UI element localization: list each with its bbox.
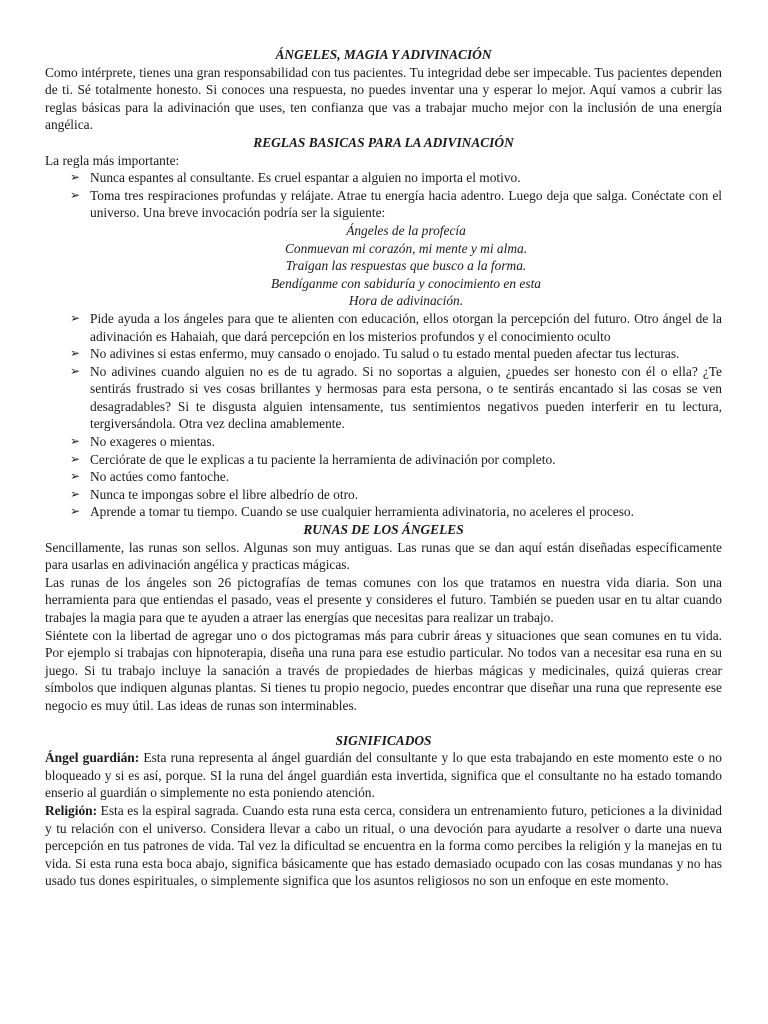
list-item bbox=[45, 363, 722, 433]
arrow-bullet-icon: ➢ bbox=[70, 486, 81, 501]
meaning-entry bbox=[45, 749, 722, 802]
section-spacer bbox=[45, 715, 722, 732]
list-item-text: Nunca espantes al consultante. Es cruel espantar a alguien no importa el motivo. bbox=[90, 170, 521, 186]
verse-line: Conmuevan mi corazón, mi mente y mi alma. bbox=[284, 240, 528, 256]
arrow-bullet-icon: ➢ bbox=[70, 451, 81, 466]
list-item bbox=[45, 451, 722, 469]
arrow-bullet-icon: ➢ bbox=[70, 346, 81, 361]
rules-list-a bbox=[45, 169, 722, 222]
verse-line: Bendíganme con sabiduría y conocimiento en esta bbox=[271, 275, 541, 291]
list-item bbox=[45, 468, 722, 486]
intro-paragraph: Como intérprete, tienes una gran responsabilidad con tus pacientes. Tu integridad debe ser impecable. Tus pacientes dependen de ti. Sé totalmente honesto. Si conoces una respuesta, no puedes inventar una y esperar lo mejor. Aquí vamos a cubrir las reglas básicas para la adivinación que uses, ten confianza que vas a trabajar mucho mejor con la inclusión de una energía angélica. bbox=[45, 64, 722, 133]
runes-paragraph: Siéntete con la libertad de agregar uno o dos pictogramas más para cubrir áreas y situaciones que sean comunes en tu vida. Por ejemplo si trabajas con hipnoterapia, diseña una runa para ese estudio particular. No todos van a necesitar esa runa en su juego. Si tu trabajo incluye la sanación a través de propiedades de hierbas mágicas y medicinales, quizá quieras crear símbolos que indiquen algunas plantas. Si tienes tu propio negocio, puedes encontrar que diseñar una runa que represente ese negocio es muy útil. Las ideas de runas son interminables. bbox=[45, 627, 722, 713]
list-item bbox=[45, 169, 722, 187]
list-item bbox=[45, 345, 722, 363]
list-item-text: No adivines si estas enfermo, muy cansado o enojado. Tu salud o tu estado mental pueden afectar tus lecturas. bbox=[90, 346, 680, 362]
list-item bbox=[45, 310, 722, 345]
rules-list-b bbox=[45, 310, 722, 521]
verse-line: Hora de adivinación. bbox=[348, 293, 464, 309]
meaning-term: Ángel guardián: bbox=[45, 750, 140, 766]
arrow-bullet-icon: ➢ bbox=[70, 310, 81, 325]
verse-line: Traigan las respuestas que busco a la forma. bbox=[285, 258, 527, 274]
list-item bbox=[45, 503, 722, 521]
runes-paragraph: Las runas de los ángeles son 26 pictografías de temas comunes con los que tratamos en nuestra vida diaria. Son una herramienta para que entiendas el pasado, veas el presente y consideres el futuro. También se pueden usar en tu altar cuando trabajes la magia para que te ayuden a atraer las energías que necesitas para realizar un trabajo. bbox=[45, 574, 722, 625]
arrow-bullet-icon: ➢ bbox=[70, 363, 81, 378]
list-item-text: Toma tres respiraciones profundas y relájate. Atrae tu energía hacia adentro. Luego deja que salga. Conéctate con el universo. Una breve invocación podría ser la siguiente: bbox=[90, 187, 722, 221]
meaning-text: Esta es la espiral sagrada. Cuando esta runa esta cerca, considera un entrenamiento futuro, peticiones a la divinidad y tu relación con el universo. Considera llevar a cabo un ritual, o una devoción para ayudarte a resolver o darte una nueva percepción en tus patrones de vida. Tal vez la dificultad se encuentra en la forma como percibes la religión y la manejas en tu vida. Si esta runa esta boca abajo, significa básicamente que has estado demasiado ocupado con las cosas mundanas y no has usado tus dones espirituales, o simplemente significa que los asuntos religiosos no son un enfoque en este momento. bbox=[45, 802, 722, 889]
list-item-text: No actúes como fantoche. bbox=[90, 469, 230, 485]
verse-line: Ángeles de la profecía bbox=[346, 222, 466, 238]
list-item-text: No adivines cuando alguien no es de tu agrado. Si no soportas a alguien, ¿puedes ser honesto con él o ella? ¿Te sentirás frustrado si ves cosas brillantes y hermosas para esta persona, o te sentirás encantado si las cosas se ven desagradables? Si te disgusta alguien intensamente, tus sentimientos negativos pueden interferir en tu lectura, tergiversándola. Otra vez declina amablemente. bbox=[90, 363, 722, 432]
meaning-term: Religión: bbox=[45, 802, 98, 818]
rule-intro: La regla más importante: bbox=[45, 152, 180, 168]
list-item-text: Cerciórate de que le explicas a tu paciente la herramienta de adivinación por completo. bbox=[90, 451, 556, 467]
invocation-verse bbox=[45, 222, 722, 310]
list-item-text: Nunca te impongas sobre el libre albedrío de otro. bbox=[90, 486, 359, 502]
list-item-text: No exageres o mientas. bbox=[90, 434, 215, 450]
runes-heading: RUNAS DE LOS ÁNGELES bbox=[303, 522, 464, 538]
arrow-bullet-icon: ➢ bbox=[70, 469, 81, 484]
arrow-bullet-icon: ➢ bbox=[70, 504, 81, 519]
list-item bbox=[45, 486, 722, 504]
rules-heading: REGLAS BASICAS PARA LA ADIVINACIÓN bbox=[253, 134, 514, 150]
main-title: ÁNGELES, MAGIA Y ADIVINACIÓN bbox=[275, 47, 492, 62]
meaning-text: Esta runa representa al ángel guardián del consultante y lo que esta trabajando en este momento este o no bloqueado y si es así, porque. SI la runa del ángel guardián esta invertida, significa que el consultante no ha estado tomando enserio al guardián o simplemente no esta poniendo atención. bbox=[45, 750, 723, 801]
meanings-heading: SIGNIFICADOS bbox=[335, 732, 432, 748]
arrow-bullet-icon: ➢ bbox=[70, 170, 81, 185]
runes-paragraph: Sencillamente, las runas son sellos. Algunas son muy antiguas. Las runas que se dan aquí están diseñadas específicamente para usarlas en adivinación angélica y practicas mágicas. bbox=[45, 539, 722, 573]
arrow-bullet-icon: ➢ bbox=[70, 434, 81, 449]
list-item-text: Pide ayuda a los ángeles para que te alienten con educación, ellos otorgan la percepción del futuro. Otro ángel de la adivinación es Hahaiah, que dará percepción en los misterios profundos y el conocimiento oculto bbox=[90, 310, 722, 344]
meaning-entry bbox=[45, 802, 722, 890]
list-item bbox=[45, 433, 722, 451]
list-item-text: Aprende a tomar tu tiempo. Cuando se use cualquier herramienta adivinatoria, no aceleres el proceso. bbox=[90, 504, 634, 520]
arrow-bullet-icon: ➢ bbox=[70, 187, 81, 202]
list-item bbox=[45, 187, 722, 222]
